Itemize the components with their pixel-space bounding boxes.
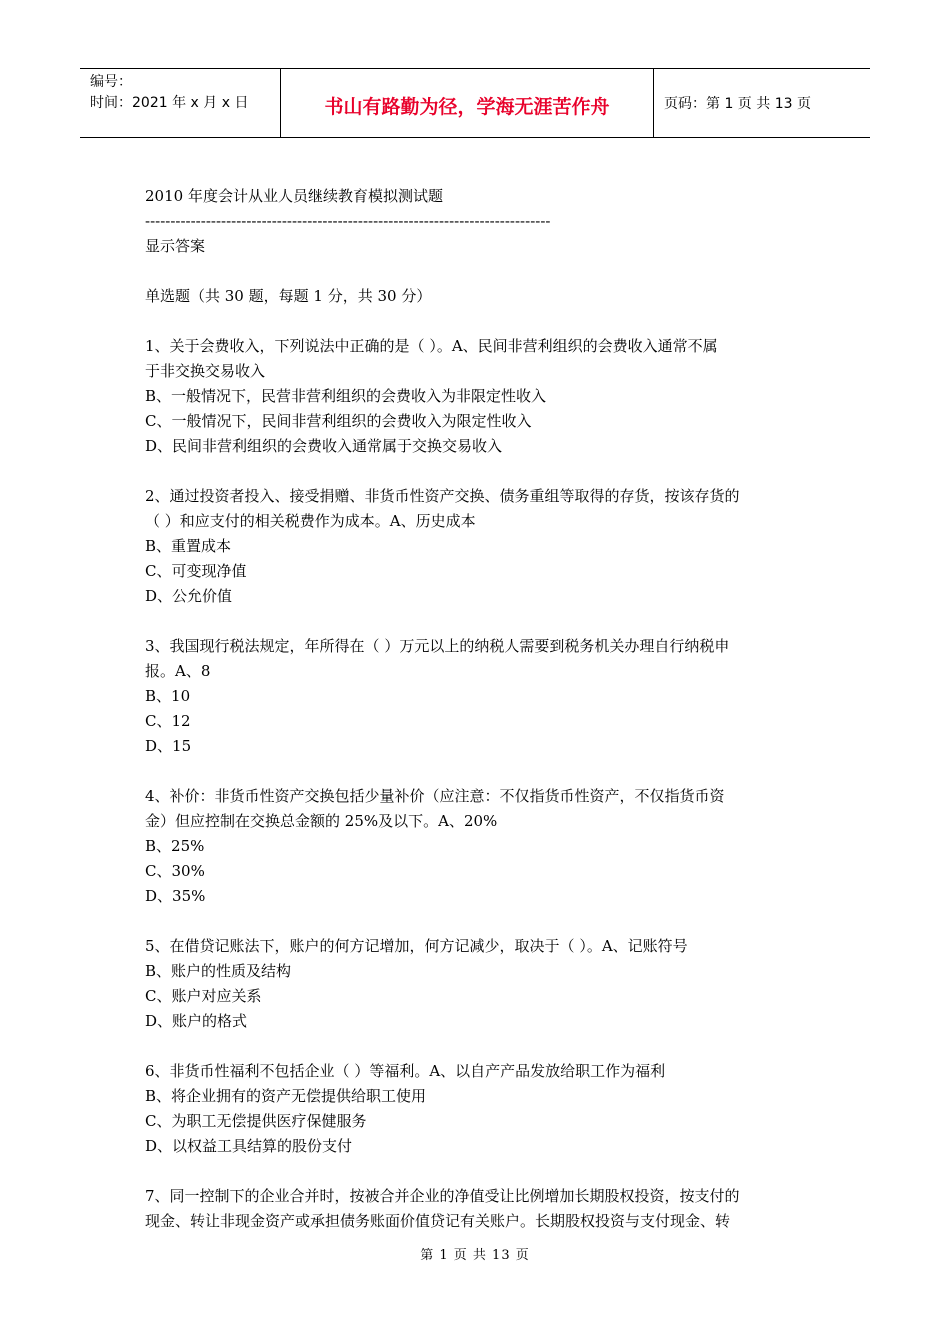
question-line: B、重置成本 — [145, 537, 232, 555]
document-body — [145, 184, 815, 1234]
question-line: 现金、转让非现金资产或承担债务账面价值贷记有关账户。长期股权投资与支付现金、转 — [145, 1212, 731, 1230]
page-number-label: 页码：第 1 页 共 13 页 — [664, 96, 811, 112]
question-block — [145, 934, 815, 1034]
question-block — [145, 634, 815, 759]
question-line: B、一般情况下，民营非营利组织的会费收入为非限定性收入 — [145, 387, 547, 405]
question-line: 报。A、8 — [145, 662, 211, 680]
question-text: 2、通过投资者投入、接受捐赠、非货币性资产交换、债务重组等取得的存货，按该存货的 — [145, 487, 740, 505]
page-header — [80, 68, 870, 138]
question-line: C、为职工无偿提供医疗保健服务 — [145, 1112, 367, 1130]
spacer — [145, 759, 815, 784]
document-title: 2010 年度会计从业人员继续教育模拟测试题 — [145, 187, 443, 205]
question-line: C、账户对应关系 — [145, 987, 262, 1005]
question-line: D、公允价值 — [145, 587, 233, 605]
question-block — [145, 334, 815, 459]
question-list — [145, 309, 815, 1234]
question-block — [145, 484, 815, 609]
time-label: 时间：2021 年 x 月 x 日 — [90, 95, 249, 111]
header-page-cell — [654, 69, 870, 137]
question-line: D、民间非营利组织的会费收入通常属于交换交易收入 — [145, 437, 503, 455]
page-footer: 第 1 页 共 13 页 — [420, 1248, 530, 1263]
question-line: C、30% — [145, 862, 205, 880]
question-line: C、一般情况下，民间非营利组织的会费收入为限定性收入 — [145, 412, 532, 430]
spacer — [145, 259, 815, 284]
question-line: C、可变现净值 — [145, 562, 247, 580]
question-line: D、15 — [145, 737, 192, 755]
number-label: 编号： — [90, 74, 132, 90]
question-text: 1、关于会费收入，下列说法中正确的是（ ）。A、民间非营利组织的会费收入通常不属 — [145, 337, 718, 355]
spacer — [145, 309, 815, 334]
question-line: 金）但应控制在交换总金额的 25%及以下。A、20% — [145, 812, 498, 830]
question-line: D、账户的格式 — [145, 1012, 248, 1030]
question-line: D、以权益工具结算的股份支付 — [145, 1137, 353, 1155]
question-block — [145, 1184, 815, 1234]
show-answer-link[interactable]: 显示答案 — [145, 237, 206, 255]
header-meta-cell — [80, 69, 281, 137]
spacer — [145, 459, 815, 484]
question-text: 5、在借贷记账法下，账户的何方记增加，何方记减少，取决于（ ）。A、记账符号 — [145, 937, 688, 955]
question-text: 3、我国现行税法规定，年所得在（ ）万元以上的纳税人需要到税务机关办理自行纳税申 — [145, 637, 730, 655]
question-line: B、账户的性质及结构 — [145, 962, 292, 980]
question-text: 7、同一控制下的企业合并时，按被合并企业的净值受让比例增加长期股权投资，按支付的 — [145, 1187, 740, 1205]
question-line: B、10 — [145, 687, 191, 705]
spacer — [145, 1159, 815, 1184]
question-text: 4、补价：非货币性资产交换包括少量补价（应注意：不仅指货币性资产，不仅指货币资 — [145, 787, 725, 805]
question-block — [145, 1059, 815, 1159]
section-heading: 单选题（共 30 题，每题 1 分，共 30 分） — [145, 287, 432, 305]
spacer — [145, 609, 815, 634]
question-block — [145, 784, 815, 909]
question-text: 6、非货币性福利不包括企业（ ）等福利。A、以自产产品发放给职工作为福利 — [145, 1062, 666, 1080]
question-line: B、将企业拥有的资产无偿提供给职工使用 — [145, 1087, 427, 1105]
question-line: 于非交换交易收入 — [145, 362, 266, 380]
spacer — [145, 909, 815, 934]
question-line: （ ）和应支付的相关税费作为成本。A、历史成本 — [145, 512, 476, 530]
separator-line: -------------------------------------------------------------------------------- — [145, 212, 551, 230]
motto-text: 书山有路勤为径，学海无涯苦作舟 — [324, 95, 610, 118]
spacer — [145, 1034, 815, 1059]
header-motto-cell — [281, 69, 654, 137]
question-line: C、12 — [145, 712, 191, 730]
question-line: D、35% — [145, 887, 206, 905]
question-line: B、25% — [145, 837, 205, 855]
